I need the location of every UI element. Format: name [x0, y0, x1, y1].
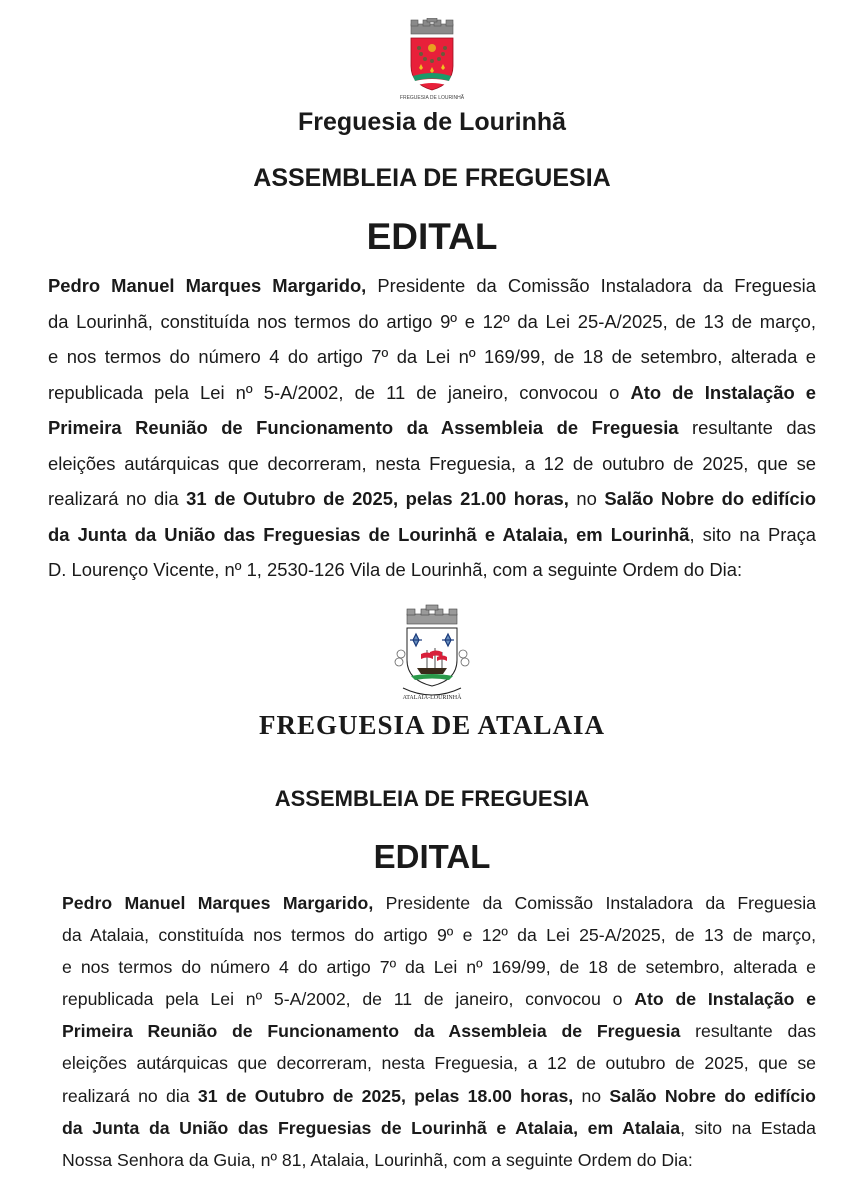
text: da Lourinhã, constituída nos termos do artigo 9º e 12º da Lei 25-A/2025, de 13 de março,	[48, 310, 816, 332]
paragraph-line	[62, 1144, 816, 1176]
text: realizará no dia	[62, 1085, 198, 1106]
text: no	[573, 1085, 610, 1106]
paragraph-line	[62, 1112, 816, 1144]
bold-text: Ato de Instalação e	[634, 989, 816, 1010]
coat-of-arms-lourinha-icon	[399, 18, 465, 102]
edital-title: EDITAL	[366, 216, 498, 257]
assembly-title: ASSEMBLEIA DE FREGUESIA	[253, 164, 611, 192]
bold-text: Primeira Reunião de Funcionamento da Assembleia de Freguesia	[48, 417, 679, 438]
text: resultante das	[680, 1021, 816, 1042]
text: resultante das	[678, 417, 816, 438]
text: da Atalaia, constituída nos termos do artigo 9º e 12º da Lei 25-A/2025, de 13 de março,	[62, 925, 816, 946]
notice-paragraph-lourinha	[48, 268, 816, 588]
crest-motto: FREGUESIA DE LOURINHÃ	[399, 95, 465, 101]
paragraph-line	[48, 268, 816, 304]
text: , sito na Estada	[680, 1117, 816, 1138]
bold-text: da Junta da União das Freguesias de Lourinhã e Atalaia, em Lourinhã	[48, 523, 690, 545]
text: e nos termos do número 4 do artigo 7º da Lei nº 169/99, de 18 de setembro, alterada e	[48, 346, 816, 367]
paragraph-line	[62, 1015, 816, 1047]
paragraph-line	[48, 517, 816, 553]
paragraph-line	[62, 1080, 816, 1112]
paragraph-line	[48, 446, 816, 482]
notice-paragraph-atalaia	[62, 887, 816, 1176]
text: Presidente da Comissão Instaladora da Freguesia	[373, 893, 816, 913]
paragraph-line	[62, 1047, 816, 1079]
coat-of-arms-atalaia-icon	[391, 604, 473, 704]
text: eleições autárquicas que decorreram, nesta Freguesia, a 12 de outubro de 2025, que se	[48, 452, 816, 474]
text: Nossa Senhora da Guia, nº 81, Atalaia, Lourinhã, com a seguinte Ordem do Dia:	[62, 1149, 693, 1170]
parish-title-atalaia: FREGUESIA DE ATALAIA	[258, 710, 606, 740]
text: e nos termos do número 4 do artigo 7º da Lei nº 169/99, de 18 de setembro, alterada e	[62, 957, 816, 978]
crest-motto: ATALAIA-LOURINHÃ	[402, 695, 462, 701]
bold-text: Pedro Manuel Marques Margarido,	[62, 893, 374, 913]
paragraph-line	[48, 339, 816, 375]
bold-text: Salão Nobre do edifício	[604, 488, 816, 509]
paragraph-line	[62, 951, 816, 983]
assembly-title: ASSEMBLEIA DE FREGUESIA	[274, 786, 590, 811]
text: Presidente da Comissão Instaladora da Freguesia	[366, 275, 816, 296]
bold-text: 31 de Outubro de 2025, pelas 18.00 horas,	[197, 1085, 574, 1106]
edital-title: EDITAL	[373, 838, 491, 875]
text: , sito na Praça	[689, 523, 817, 545]
paragraph-line	[48, 375, 816, 411]
paragraph-line	[62, 919, 816, 951]
paragraph-line	[48, 481, 816, 517]
bold-text: Pedro Manuel Marques Margarido,	[48, 275, 367, 296]
text: no	[568, 488, 605, 509]
text: republicada pela Lei nº 5-A/2002, de 11 de janeiro, convocou o	[48, 381, 631, 403]
bold-text: da Junta da União das Freguesias de Lourinhã e Atalaia, em Atalaia	[62, 1117, 681, 1138]
text: republicada pela Lei nº 5-A/2002, de 11 de janeiro, convocou o	[62, 989, 635, 1010]
paragraph-line	[48, 552, 816, 588]
paragraph-line	[48, 304, 816, 340]
text: eleições autárquicas que decorreram, nesta Freguesia, a 12 de outubro de 2025, que se	[62, 1053, 816, 1074]
bold-text: Ato de Instalação e	[630, 381, 817, 403]
paragraph-line	[48, 410, 816, 446]
bold-text: 31 de Outubro de 2025, pelas 21.00 horas,	[186, 488, 569, 509]
bold-text: Primeira Reunião de Funcionamento da Assembleia de Freguesia	[62, 1021, 681, 1042]
parish-title-lourinha: Freguesia de Lourinhã	[297, 108, 567, 136]
text: realizará no dia	[48, 488, 187, 509]
text: D. Lourenço Vicente, nº 1, 2530-126 Vila de Lourinhã, com a seguinte Ordem do Dia:	[48, 559, 743, 580]
paragraph-line	[62, 887, 816, 919]
paragraph-line	[62, 983, 816, 1015]
bold-text: Salão Nobre do edifício	[609, 1085, 816, 1106]
